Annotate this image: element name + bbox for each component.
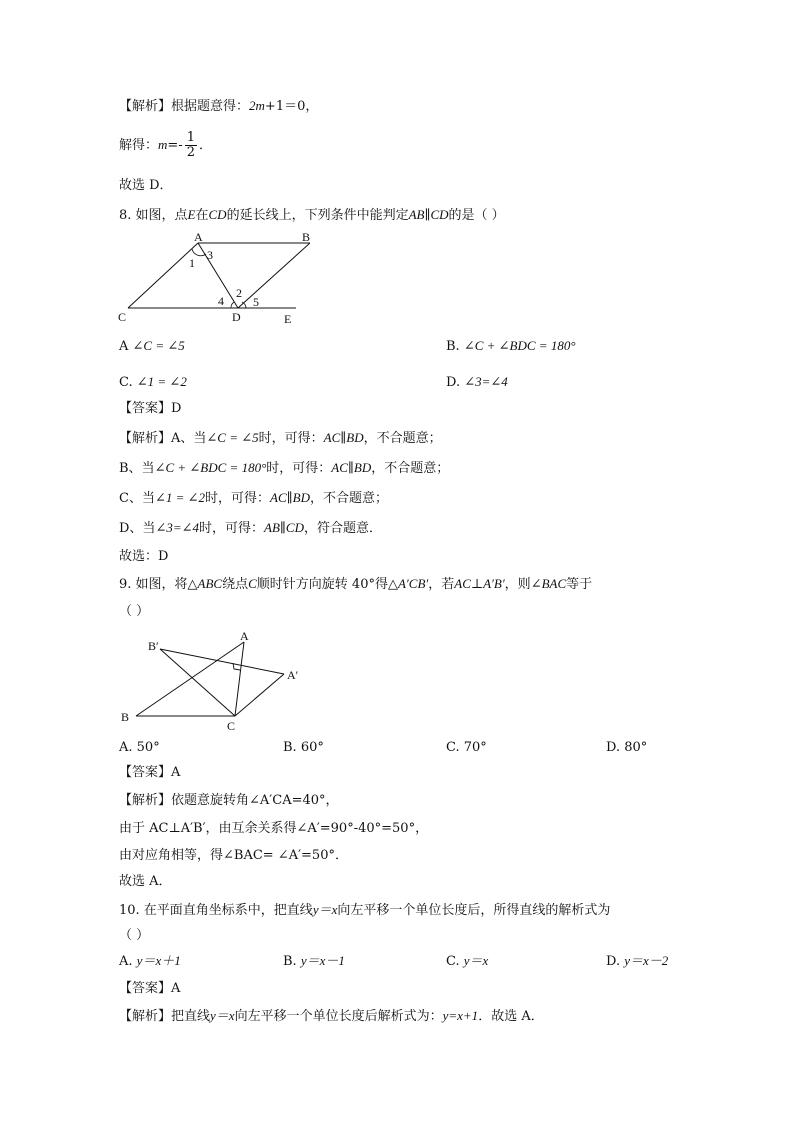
q9-option-c: C. 70° (446, 740, 487, 755)
label-C: C (118, 310, 127, 324)
label-C: C (227, 719, 236, 733)
q8-option-b: B. ∠C + ∠BDC = 180° (446, 338, 576, 354)
q8-option-d: D. ∠3=∠4 (446, 374, 508, 390)
q9-answer-paren: （ ） (119, 604, 150, 619)
q8-stem: 8. 如图，点E在CD的延长线上，下列条件中能判定AB∥CD的是（ ） (119, 207, 505, 223)
q8-analysis-line-2: B、当∠C + ∠BDC = 180°时，可得：AC∥BD，不合题意； (119, 460, 450, 476)
q9-option-d: D. 80° (606, 740, 648, 755)
q8-analysis-line-3: C、当∠1 = ∠2时，可得：AC∥BD，不合题意； (119, 490, 388, 506)
angle-3-label: 3 (207, 248, 213, 262)
q7-conclusion: 故选 D． (119, 178, 173, 193)
label-B-prime: B′ (148, 639, 159, 653)
q9-option-a: A. 50° (119, 740, 160, 755)
q8-option-a: A ∠C = ∠5 (119, 338, 185, 354)
q8-option-c: C. ∠1 = ∠2 (119, 374, 187, 390)
q8-conclusion: 故选：D (119, 549, 169, 564)
label-E: E (284, 312, 292, 326)
label-A: A (194, 230, 203, 244)
q8-answer: 【答案】D (119, 401, 182, 416)
fraction: $\frac{1}{2}$ (186, 130, 195, 160)
q10-option-b: B. y＝x－1 (283, 953, 345, 969)
q8-analysis-line-4: D、当∠3=∠4时，可得：AB∥CD，符合题意． (119, 520, 382, 536)
q9-analysis-line-1: 【解析】依题意旋转角∠A′CA=40°， (119, 793, 339, 808)
q9-conclusion: 故选 A． (119, 874, 172, 889)
q10-option-d: D. y＝x－2 (606, 953, 669, 969)
q10-option-a: A. y＝x＋1 (119, 953, 181, 969)
label-B: B (121, 710, 130, 724)
q10-answer: 【答案】A (119, 981, 181, 996)
q7-solution-line: 解得：m=- $\frac{1}{2}$ ． (119, 130, 212, 160)
q7-analysis-line: 【解析】根据题意得：2m+1＝0， (119, 98, 319, 114)
q8-analysis-line-1: 【解析】A、当∠C = ∠5时，可得：AC∥BD，不合题意； (119, 430, 442, 446)
label-A-prime: A′ (287, 668, 299, 682)
angle-2-label: 2 (236, 286, 242, 300)
q10-analysis-line: 【解析】把直线y＝x向左平移一个单位长度后解析式为：y=x+1．故选 A． (119, 1008, 544, 1024)
q9-analysis-line-2: 由于 AC⊥A′B′，由互余关系得∠A′=90°-40°=50°， (119, 821, 429, 836)
q8-figure (110, 228, 310, 328)
q9-analysis-line-3: 由对应角相等，得∠BAC= ∠A′=50°． (119, 848, 348, 863)
q9-stem: 9. 如图，将△ABC绕点C顺时针方向旋转 40°得△A′CB′，若AC⊥A′B′，则∠BAC等于 (119, 576, 593, 592)
q9-option-b: B. 60° (283, 740, 324, 755)
label-A: A (240, 629, 249, 643)
angle-1-label: 1 (189, 256, 195, 270)
q10-stem: 10. 在平面直角坐标系中，把直线y＝x向左平移一个单位长度后，所得直线的解析式为 (119, 902, 611, 918)
angle-4-label: 4 (218, 294, 224, 308)
q10-answer-paren: （ ） (119, 928, 150, 943)
q9-figure (110, 624, 310, 736)
angle-5-label: 5 (253, 295, 259, 309)
analysis-tag: 【解析】 (119, 99, 172, 114)
q10-option-c: C. y＝x (446, 953, 489, 969)
label-B: B (302, 230, 310, 244)
q9-answer: 【答案】A (119, 765, 181, 780)
label-D: D (232, 310, 241, 324)
